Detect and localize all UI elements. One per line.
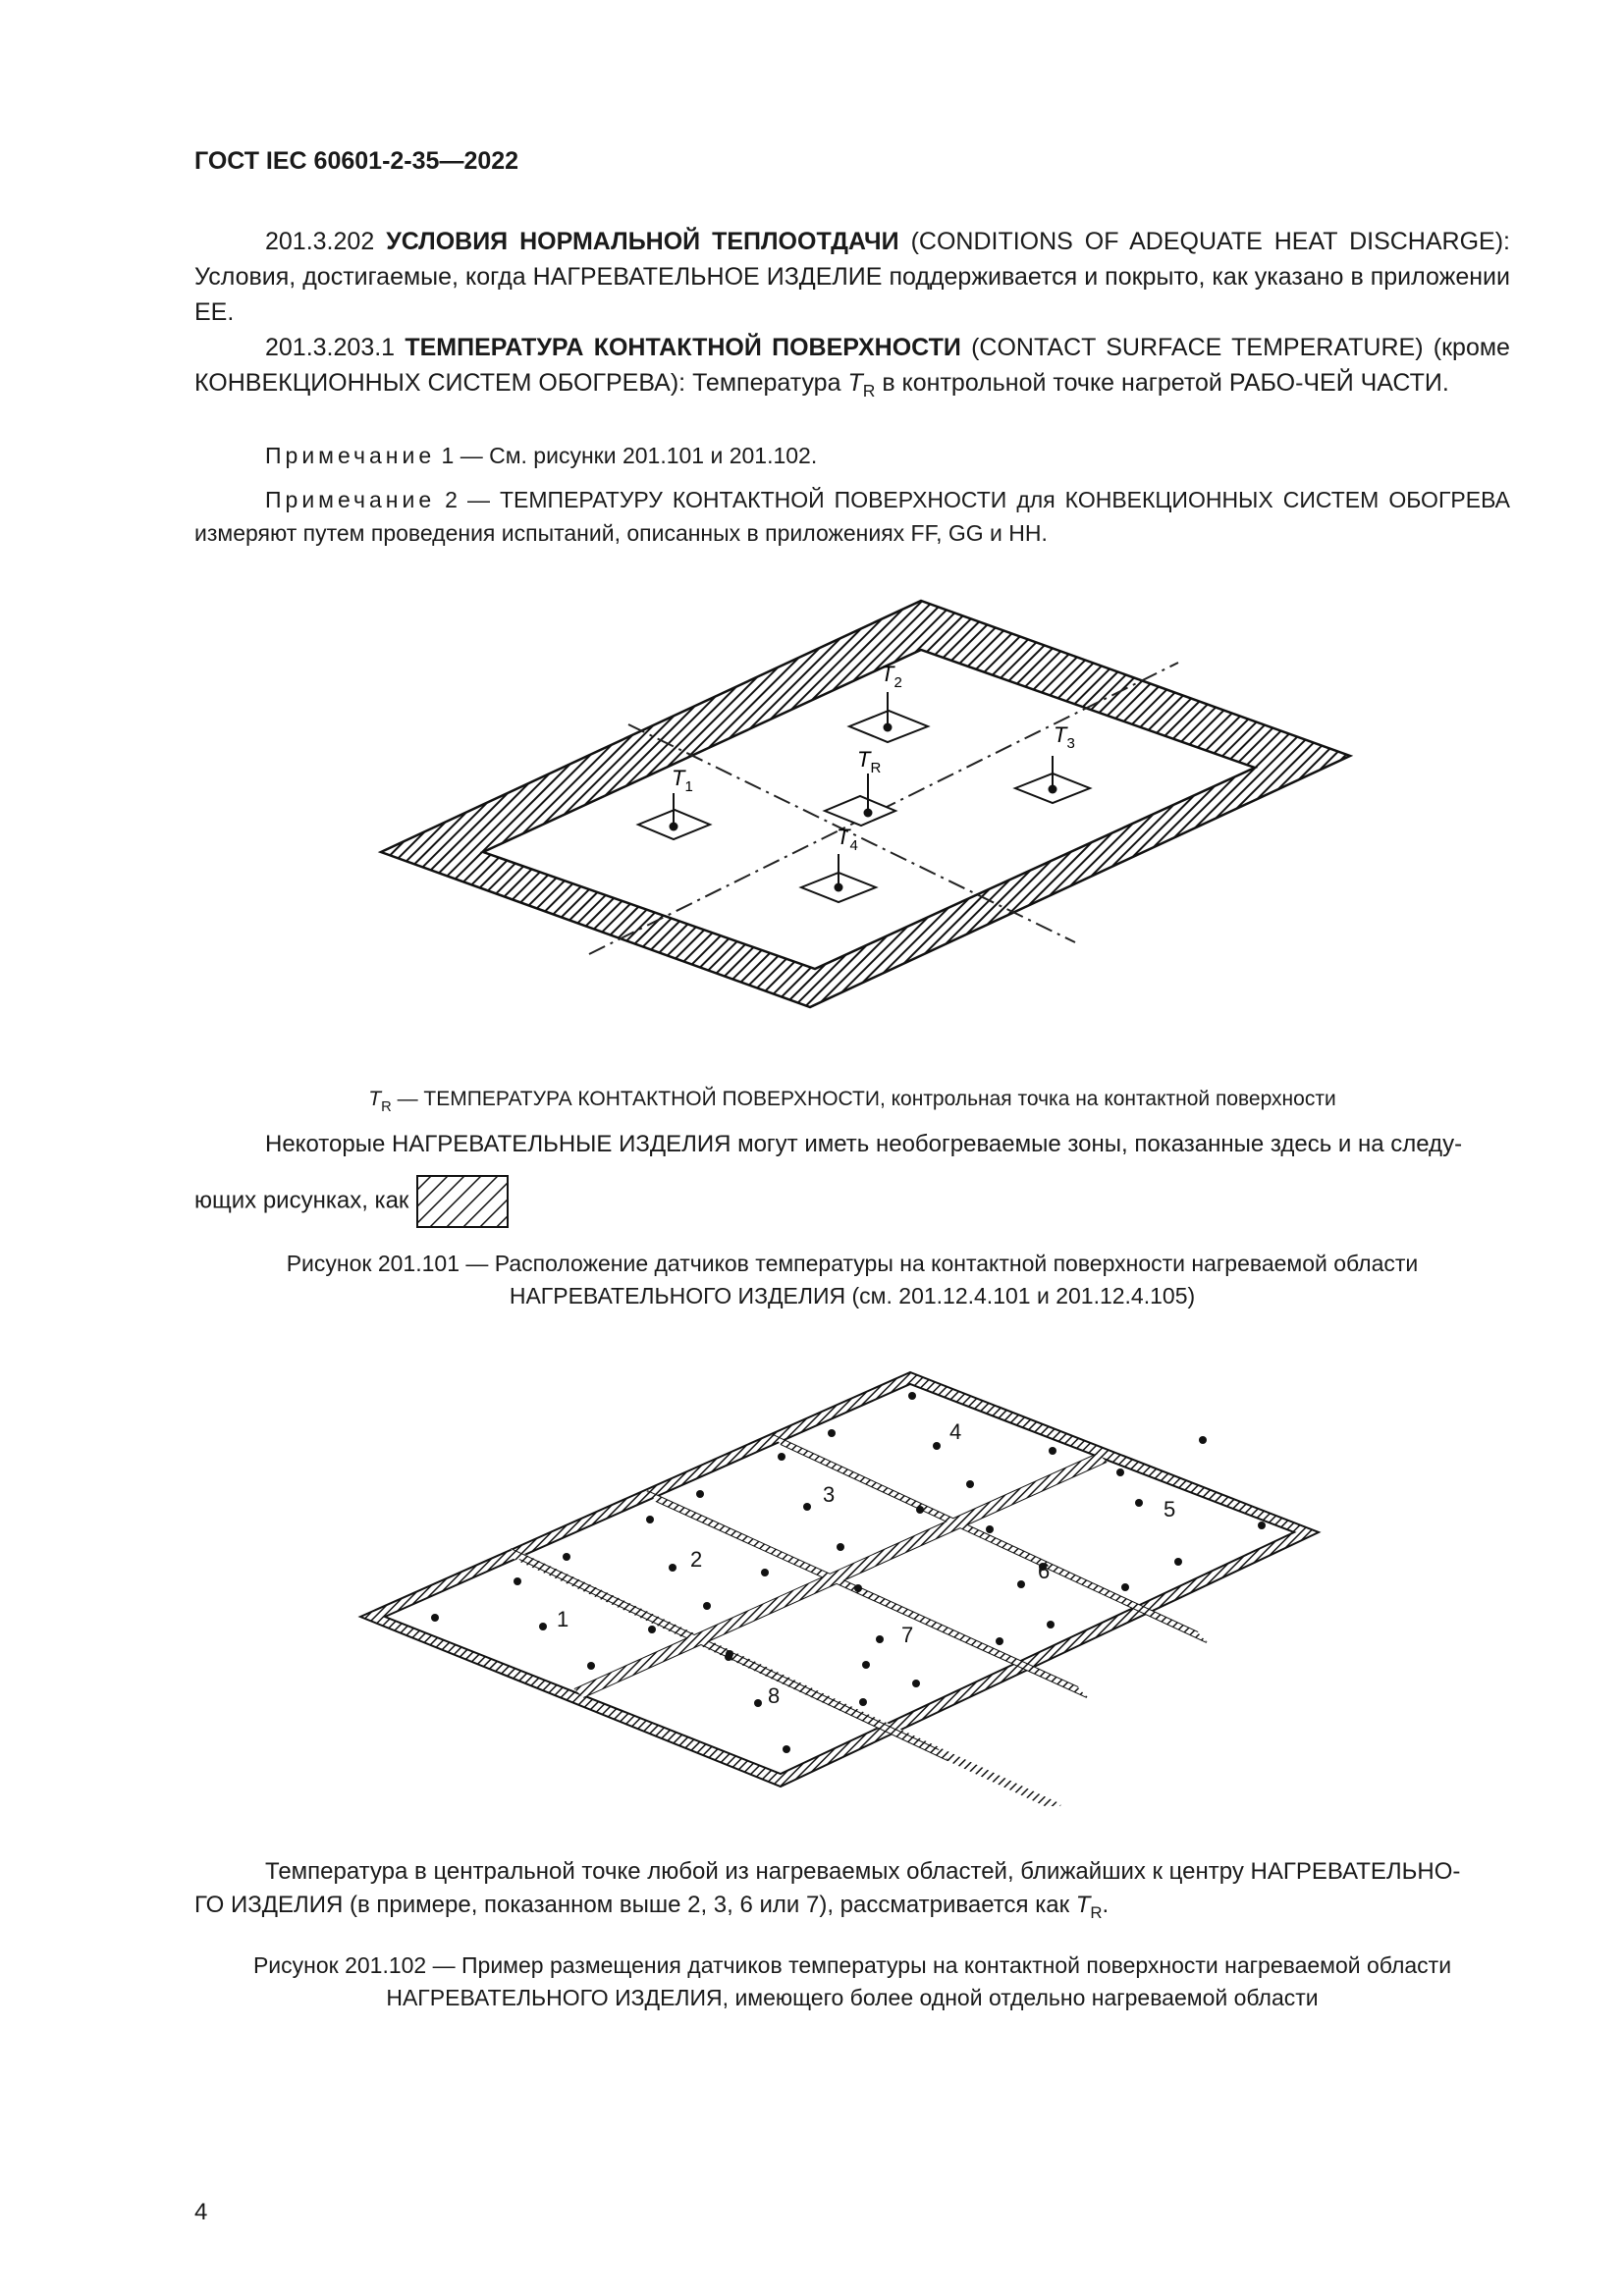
clause-202-number: 201.3.202 [265,228,375,255]
zone-label-6: 6 [1038,1559,1051,1583]
legend-symbol: $T_R$ [368,1088,392,1115]
unheated-note-line2: ющих рисунках, как [194,1187,409,1214]
note-1-text: 1 — См. рисунки 201.101 и 201.102. [441,443,818,468]
clause-203-definition-start: (кроме КОНВЕКЦИОННЫХ СИСТЕМ ОБОГРЕВА): Температура [194,334,1510,397]
sensor-t2 [849,692,928,742]
clause-202-term: УСЛОВИЯ НОРМАЛЬНОЙ ТЕПЛООТДАЧИ [386,228,899,255]
fig2-text-line1: Температура в центральной точке любой из нагреваемых областей, ближайших к центру НАГРЕВАТЕЛЬНО- [265,1858,1461,1885]
clause-202-english: (CONDITIONS OF ADEQUATE HEAT DISCHARGE): [910,228,1510,255]
figure-201-101-caption [194,1248,1510,1312]
legend-text: — ТЕМПЕРАТУРА КОНТАКТНОЙ ПОВЕРХНОСТИ, контрольная точка на контактной поверхности [397,1088,1336,1110]
figure-201-102 [0,1355,1624,1806]
sensor-tr [825,774,895,826]
clause-203-english: (CONTACT SURFACE TEMPERATURE) [971,334,1424,361]
note-2-label: Примечание [265,487,436,512]
zone-label-8: 8 [768,1683,781,1708]
caption-101-line2: НАГРЕВАТЕЛЬНОГО ИЗДЕЛИЯ (см. 201.12.4.101 и 201.12.4.105) [509,1283,1196,1308]
axis-line-1 [628,724,1075,942]
sensor-tr-label: $T_R$ [857,747,882,776]
caption-102-line2: НАГРЕВАТЕЛЬНОГО ИЗДЕЛИЯ, имеющего более одной отдельно нагреваемой области [386,1985,1319,2010]
unheated-note-line1: Некоторые НАГРЕВАТЕЛЬНЫЕ ИЗДЕЛИЯ могут иметь необогреваемые зоны, показанные здесь и на следу- [265,1131,1463,1157]
clause-203-symbol: $T_R$ [847,369,876,400]
clause-203-number: 201.3.203.1 [265,334,396,361]
clause-203-definition-end: в контрольной точке нагретой РАБО-ЧЕЙ ЧАСТИ. [882,369,1449,397]
fig2-symbol: $T_R$ [1075,1892,1103,1922]
sensor-t1-label: $T_1$ [672,766,693,795]
fig2-period: . [1102,1892,1110,1918]
sensor-t4-label: $T_4$ [837,825,858,854]
clause-202-definition: Условия, достигаемые, когда НАГРЕВАТЕЛЬНОЕ ИЗДЕЛИЕ поддерживается и покрыто, как указано в приложении ЕЕ. [194,263,1510,326]
zone-label-5: 5 [1164,1497,1176,1522]
caption-102-line1: Рисунок 201.102 — Пример размещения датчиков температуры на контактной поверхности нагреваемой области [252,1952,1452,1978]
zone-label-2: 2 [690,1547,703,1572]
zone-label-1: 1 [557,1607,569,1631]
figure-201-101 [0,0,1624,1080]
figure-201-102-text [194,1855,1510,1889]
hatch-swatch [415,1174,510,1229]
zone-label-4: 4 [949,1419,962,1444]
note-2-text: 2 — ТЕМПЕРАТУРУ КОНТАКТНОЙ ПОВЕРХНОСТИ для КОНВЕКЦИОННЫХ СИСТЕМ ОБОГРЕВА измеряют путем проведения испытаний, описанных в приложениях FF, GG и НН. [194,487,1511,546]
page-number: 4 [194,2199,208,2225]
sensor-t3-label: $T_3$ [1054,722,1075,752]
figure-201-102-caption [194,1949,1510,2014]
sensor-t1 [638,793,710,839]
zone-label-7: 7 [901,1623,914,1647]
figure-201-101-legend [194,1088,1510,1115]
note-1-label: Примечание [265,443,436,468]
unheated-zones-note-cont [194,1174,1510,1229]
sensor-t3 [1015,756,1090,803]
sensor-t2-label: $T_2$ [881,662,902,691]
unheated-zones-note [194,1127,1510,1162]
caption-101-line1: Рисунок 201.101 — Расположение датчиков температуры на контактной поверхности нагреваемой области [286,1251,1419,1276]
clause-203-term: ТЕМПЕРАТУРА КОНТАКТНОЙ ПОВЕРХНОСТИ [405,334,961,361]
zone-label-3: 3 [823,1482,836,1507]
figure-201-102-text-cont [194,1889,1510,1924]
page-header: ГОСТ IEC 60601-2-35—2022 [194,147,519,175]
fig2-text-line2: ГО ИЗДЕЛИЯ (в примере, показанном выше 2, 3, 6 или 7), рассматривается как [194,1892,1070,1918]
sensor-t4 [801,854,876,902]
